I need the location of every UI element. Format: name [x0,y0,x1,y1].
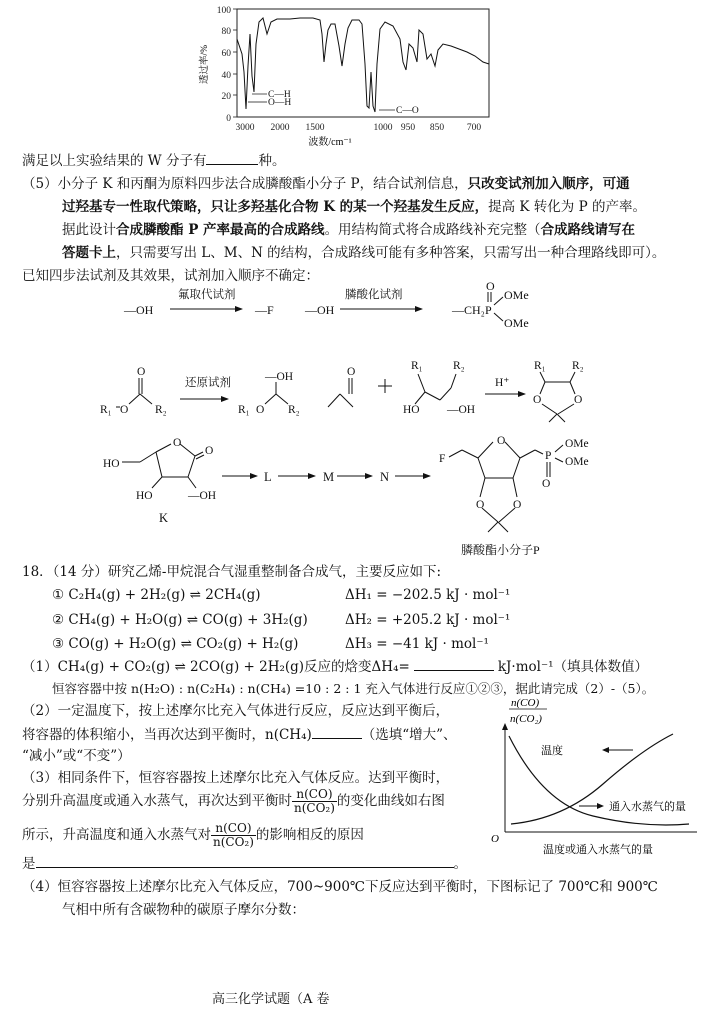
o-atom: O [533,394,542,406]
q18-part3-line3: 所示，升高温度和通入水蒸气对 $\frac{n(CO)}{\text{n(CO₂)}}$ 的影响相反的原因 [22,821,364,849]
o-atom: O [173,437,182,449]
oh-label: —OH [188,490,217,502]
ome-label: OMe [565,456,589,468]
reaction-3-enthalpy: ΔH₃ = −41 kJ · mol⁻¹ [345,636,489,652]
intermediate-l: L [264,470,272,484]
r1-label: R₁ [411,360,423,372]
reduce-reagent-label: 还原试剂 [185,377,231,389]
o-atom: O [497,435,506,447]
q18-part3-line4: 是 。 [22,853,467,874]
x-tick-label: 850 [429,123,445,133]
r2-label: R₂ [453,360,465,372]
o-atom: O [542,478,551,490]
x-tick-label: 3000 [235,123,255,133]
acid-label: H⁺ [495,377,510,389]
q17-5-line3: 据此设计合成膦酸酯 P 产率最高的合成路线。用结构简式将合成路线补充完整（合成路线请写在 [62,222,636,238]
r1-label: R₁ [100,404,112,416]
q17-5-line4: 答题卡上，只需要写出 L、M、N 的结构，合成路线可能有多种答案，只需写出一种合理路线即可）。 [62,245,666,261]
y-tick-label: 20 [221,92,231,102]
x-tick-label: 1500 [305,123,325,133]
reaction-3-equation: ③ CO(g) + H₂O(g) ⇌ CO₂(g) + H₂(g) [52,636,299,652]
y-tick-label: 100 [216,6,231,16]
q18-part2-line1: （2）一定温度下，按上述摩尔比充入气体进行反应，反应达到平衡后， [22,703,450,719]
o-atom: O [256,404,265,416]
q18-part2-line2: 将容器的体积缩小，当再次达到平衡时，n(CH₄) （选填“增大”、 [22,724,457,745]
oh-group: —OH [305,303,335,317]
y-tick-label: 60 [221,49,231,59]
x-tick-label: 1000 [373,123,393,133]
ratio-curve-chart [483,694,703,862]
intermediate-n: N [380,470,390,484]
origin-label: O [491,833,499,845]
o-atom: O [574,394,583,406]
answer-blank[interactable] [312,724,362,739]
peak-label-oh: O—H [268,98,292,108]
q18-part4-line2: 气相中所有含碳物种的碳原子摩尔分数： [62,902,305,918]
q18-part3-line2: 分别升高温度或通入水蒸气，再次达到平衡时 $\frac{n(CO)}{\text{n(CO₂)}}$ 的变化曲线如右图 [22,787,445,815]
o-atom: O [347,366,356,378]
ome-label: OMe [504,316,529,330]
ome-label: OMe [504,288,529,302]
ho-label: HO [136,490,153,502]
q18-part1: （1）CH₄(g) + CO₂(g) ⇌ 2CO(g) + 2H₂(g)反应的焓变ΔH₄= kJ·mol⁻¹（填具体数值） [22,656,648,677]
y-axis-denominator: n(CO₂) [510,713,542,725]
answer-blank[interactable] [36,853,454,868]
page-footer: 高三化学试题（A 卷 [212,992,330,1007]
f-atom: F [439,453,446,465]
o-atom: O [513,499,522,511]
intermediate-m: M [323,470,335,484]
fluoro-reagent-label: 氟取代试剂 [178,289,236,301]
q17-5-line1: （5）小分子 K 和丙酮为原料四步法合成膦酸酯小分子 P，结合试剂信息，只改变试剂加入顺序，可通 [22,176,630,192]
reaction-1-equation: ① C₂H₄(g) + 2H₂(g) ⇌ 2CH₄(g) [52,587,261,603]
r2-label: R₂ [288,404,300,416]
x-tick-label: 950 [400,123,416,133]
o-atom: O [486,282,495,293]
q18-part2-line3: “减小”或“不变”） [22,748,131,764]
y-axis-label: 透过率/% [200,44,210,84]
footer-fade [330,988,370,1012]
product-p-label: 膦酸酯小分子P [461,543,540,557]
y-tick-label: 80 [221,27,231,37]
q18-condition: 恒容容器中按 n(H₂O) : n(C₂H₄) : n(CH₄) =10 : 2 : 1 充入气体进行反应①②③，据此请完成（2）-（5）。 [52,681,655,696]
ch2-group: —CH₂ [452,303,485,317]
q18-part4-line1: （4）恒容容器按上述摩尔比充入气体反应，700~900℃下反应达到平衡时，下图标记了 700℃和 900℃ [22,879,658,895]
temperature-label: 温度 [541,744,563,757]
oh-group: —OH [124,303,154,317]
x-tick-label: 700 [466,123,482,133]
answer-blank[interactable] [414,656,494,671]
o-atom: O [476,499,485,511]
q17-4-tail: 满足以上实验结果的 W 分子有 种。 [22,150,285,171]
phos-reagent-label: 膦酸化试剂 [345,289,403,301]
synthesis-scheme [100,282,600,572]
q18-heading: 18．（14 分）研究乙烯-甲烷混合气湿重整制备合成气，主要反应如下: [22,564,442,580]
reaction-1-enthalpy: ΔH₁ = −202.5 kJ · mol⁻¹ [345,587,511,603]
q17-5-line5: 已知四步法试剂及其效果，试剂加入顺序不确定： [22,268,319,284]
steam-label: 通入水蒸气的量 [609,800,686,813]
peak-label-co: C—O [396,106,419,116]
ir-spectrum-chart [195,4,505,154]
x-tick-label: 2000 [270,123,290,133]
oh-label: —OH [447,404,476,416]
ho-label: HO [403,404,420,416]
o-atom: O [120,404,129,416]
x-axis-label: 波数/cm⁻¹ [308,137,352,148]
q18-part3-line1: （3）相同条件下，恒容容器按上述摩尔比充入气体反应。达到平衡时， [22,770,450,786]
ratio-fraction: $\frac{n(CO)}{\text{n(CO₂)}}$ [213,821,254,849]
ho-label: HO [103,458,120,470]
reaction-2-enthalpy: ΔH₂ = +205.2 kJ · mol⁻¹ [345,612,511,628]
ratio-fraction: $\frac{n(CO)}{\text{n(CO₂)}}$ [294,787,335,815]
answer-blank[interactable] [206,150,258,165]
r2-label: R₂ [155,404,167,416]
r2-label: R₂ [572,360,584,372]
o-atom: O [205,445,214,457]
p-atom: P [545,450,552,462]
peak-label-ch: C—H [268,90,291,100]
r1-label: R₁ [238,404,250,416]
q17-5-line2: 过羟基专一性取代策略，只让多羟基化合物 K 的某一个羟基发生反应，提高 K 转化为 P 的产率。 [62,199,646,215]
f-group: —F [255,303,274,317]
y-axis-numerator: n(CO) [511,697,540,709]
compound-k-label: K [159,511,169,525]
o-atom: O [137,366,146,378]
y-tick-label: 0 [226,114,231,124]
p-atom: P [485,303,492,317]
reaction-2-equation: ② CH₄(g) + H₂O(g) ⇌ CO(g) + 3H₂(g) [52,612,308,628]
x-axis-label: 温度或通入水蒸气的量 [543,843,653,856]
ome-label: OMe [565,438,589,450]
oh-label: —OH [265,371,294,383]
r1-label: R₁ [534,360,546,372]
y-tick-label: 40 [221,71,231,81]
